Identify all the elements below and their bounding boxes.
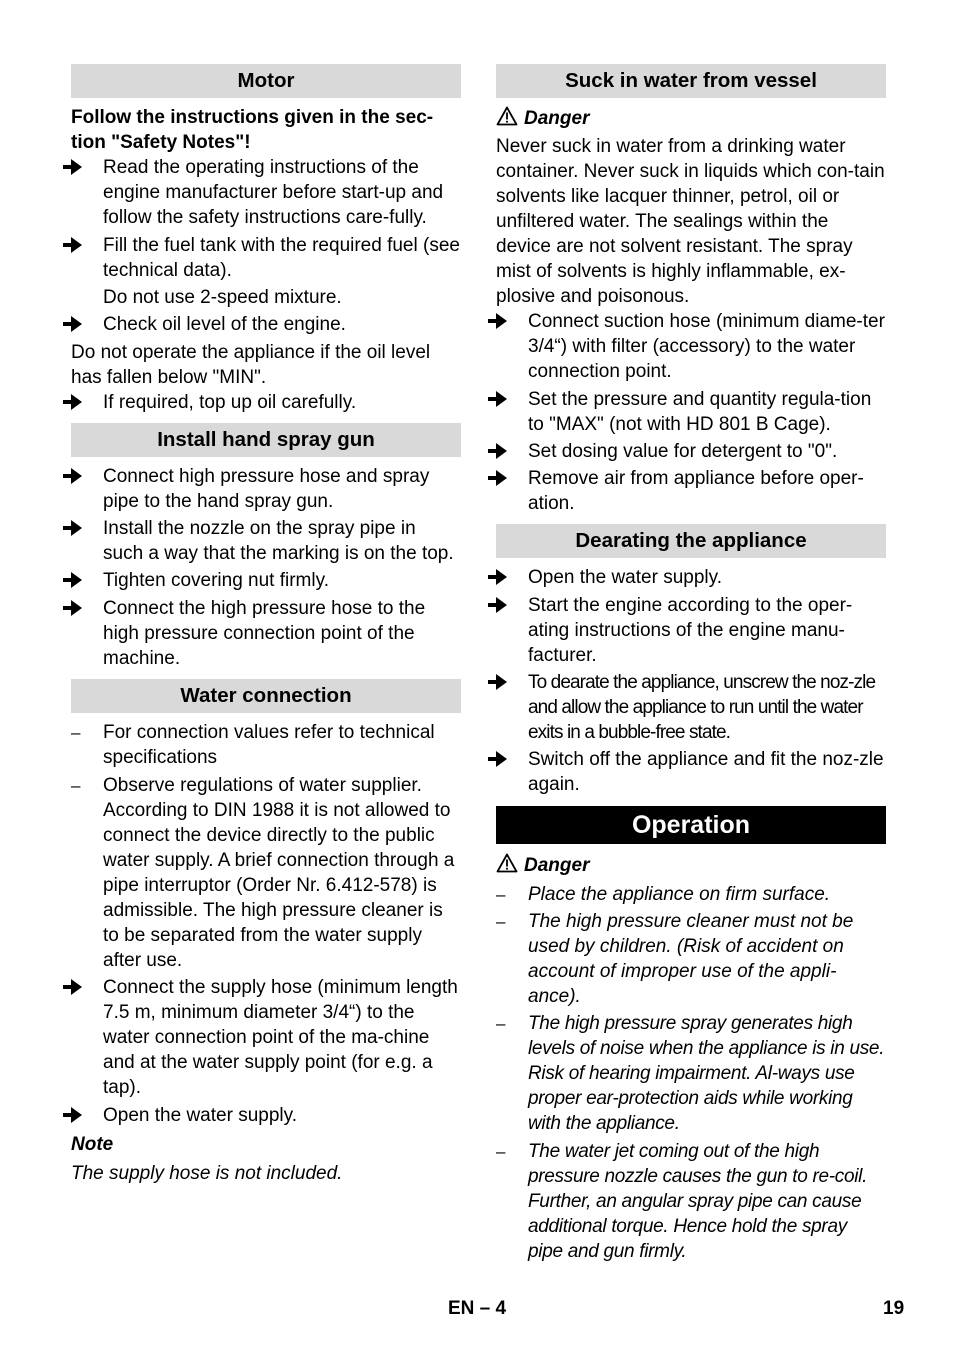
dearate-step-3: To dearate the appliance, unscrew the noz-zle and allow the appliance to run until the water exits in a bubble-free state. (496, 670, 886, 745)
dearate-heading: Dearating the appliance (496, 524, 886, 558)
suck-step-4: Remove air from appliance before oper-ation. (496, 466, 886, 516)
water-heading: Water connection (71, 679, 461, 713)
arrow-icon (496, 309, 518, 334)
motor-step-2: Fill the fuel tank with the required fuel (see technical data). (71, 233, 461, 283)
water-dash-1: – For connection values refer to technical specifications (71, 722, 435, 768)
note-label: Note (71, 1134, 114, 1155)
arrow-icon (496, 439, 518, 464)
arrow-icon (496, 747, 518, 772)
operation-item-1: – Place the appliance on firm surface. (496, 884, 831, 905)
water-step-1: Connect the supply hose (minimum length 7.5 m, minimum diameter 3/4“) to the water connection point of the ma-chine and at the water supply point (for e.g. a tap). (71, 975, 461, 1100)
suck-step-1: Connect suction hose (minimum diame-ter 3/4“) with filter (accessory) to the water connection point. (496, 309, 886, 384)
arrow-icon (71, 1103, 93, 1128)
dash-marker: – (496, 912, 506, 931)
water-step-2: Open the water supply. (71, 1103, 461, 1128)
dash-marker: – (496, 1142, 506, 1161)
oil-warning: Do not operate the appliance if the oil level has fallen below "MIN". (71, 342, 431, 388)
suck-danger (496, 106, 886, 131)
arrow-icon (71, 464, 93, 489)
footer-section-label: EN – 4 (448, 1298, 507, 1319)
right-column (496, 64, 886, 1264)
suck-danger-text: Never suck in water from a drinking water container. Never suck in liquids which con-tain solvents like lacquer thinner, petrol, oil or unfiltered water. The sealings within the device are not solvent resistant. The spray mist of solvents is highly inflammable, ex-plosive and poisonous. (496, 136, 885, 307)
suck-danger-label: Danger (524, 108, 590, 129)
suck-heading: Suck in water from vessel (496, 64, 886, 98)
arrow-icon (496, 565, 518, 590)
spray-gun-step-2: Install the nozzle on the spray pipe in such a way that the marking is on the top. (71, 516, 461, 566)
arrow-icon (496, 466, 518, 491)
arrow-icon (71, 233, 93, 258)
arrow-icon (71, 975, 93, 1000)
arrow-icon (71, 596, 93, 621)
arrow-icon (71, 312, 93, 337)
dash-marker: – (71, 723, 81, 742)
arrow-icon (71, 516, 93, 541)
suck-step-3: Set dosing value for detergent to "0". (496, 439, 886, 464)
topup-step: If required, top up oil carefully. (71, 390, 461, 415)
fuel-note: Do not use 2-speed mixture. (103, 287, 342, 308)
spray-gun-step-3: Tighten covering nut firmly. (71, 568, 461, 593)
spray-gun-heading: Install hand spray gun (71, 423, 461, 457)
warning-icon (496, 106, 518, 126)
operation-item-4: – The water jet coming out of the high pressure nozzle causes the gun to re-coil. Further, an angular spray pipe can cause additional torque. Hence hold the spray pipe and gun firmly. (496, 1141, 868, 1262)
operation-heading: Operation (496, 806, 886, 844)
spray-gun-step-1: Connect high pressure hose and spray pipe to the hand spray gun. (71, 464, 461, 514)
dash-marker: – (71, 776, 81, 795)
arrow-icon (71, 568, 93, 593)
operation-danger-label: Danger (524, 855, 590, 876)
motor-intro: Follow the instructions given in the sec- tion "Safety Notes"! (71, 107, 434, 153)
dash-marker: – (496, 1014, 506, 1033)
operation-danger (496, 853, 886, 878)
dearate-step-2: Start the engine according to the oper-ating instructions of the engine manu-facturer. (496, 593, 886, 668)
water-dash-2: – Observe regulations of water supplier. According to DIN 1988 it is not allowed to connect the device directly to the public water supply. A brief connection through a pipe interruptor (Order Nr. 6.412-578) is admissible. The high pressure cleaner is to be separated from the water supply after use. (71, 775, 455, 971)
dearate-step-4: Switch off the appliance and fit the noz-zle again. (496, 747, 886, 797)
page-number: 19 (883, 1298, 905, 1319)
operation-item-2: – The high pressure cleaner must not be used by children. (Risk of accident on account of improper use of the appli-ance). (496, 911, 854, 1007)
dearate-step-1: Open the water supply. (496, 565, 886, 590)
spray-gun-step-4: Connect the high pressure hose to the high pressure connection point of the machine. (71, 596, 461, 671)
operation-item-3: – The high pressure spray generates high levels of noise when the appliance is in use. Risk of hearing impairment. Al-ways use proper ear-protection aids while working with the appliance. (496, 1013, 885, 1134)
dash-marker: – (496, 885, 506, 904)
arrow-icon (496, 387, 518, 412)
warning-icon (496, 853, 518, 873)
arrow-icon (71, 390, 93, 415)
motor-heading: Motor (71, 64, 461, 98)
motor-step-1: Read the operating instructions of the engine manufacturer before start-up and follow the safety instructions care-fully. (71, 155, 461, 230)
suck-step-2: Set the pressure and quantity regula-tion to "MAX" (not with HD 801 B Cage). (496, 387, 886, 437)
oil-step: Check oil level of the engine. (71, 312, 461, 337)
arrow-icon (496, 670, 518, 695)
note-text: The supply hose is not included. (71, 1163, 343, 1184)
left-column (71, 64, 461, 1186)
arrow-icon (496, 593, 518, 618)
arrow-icon (71, 155, 93, 180)
